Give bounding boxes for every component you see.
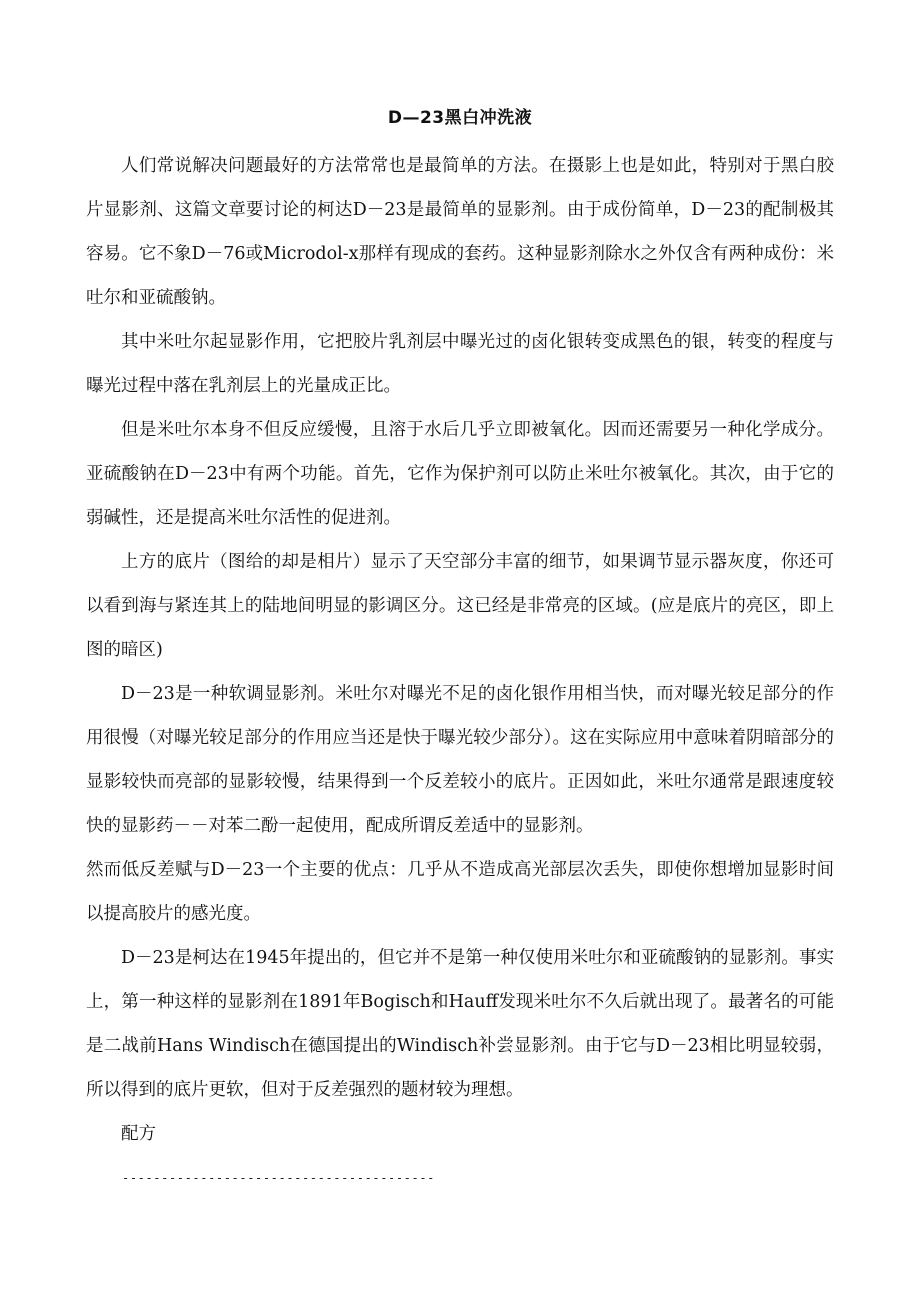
paragraph-intro: 人们常说解决问题最好的方法常常也是最简单的方法。在摄影上也是如此，特别对于黑白胶片显影剂、这篇文章要讨论的柯达D－23是最简单的显影剂。由于成份简单，D－23的配制极其容易。它不象D－76或Microdol-x那样有现成的套药。这种显影剂除水之外仅含有两种成份：米吐尔和亚硫酸钠。	[86, 156, 834, 308]
paragraph-negative-detail: 上方的底片（图给的却是相片）显示了天空部分丰富的细节，如果调节显示器灰度，你还可以看到海与紧连其上的陆地间明显的影调区分。这已经是非常亮的区域。(应是底片的亮区，即上图的暗区)	[86, 552, 834, 660]
paragraph-sulfite-role: 但是米吐尔本身不但反应缓慢，且溶于水后几乎立即被氧化。因而还需要另一种化学成分。亚硫酸钠在D－23中有两个功能。首先，它作为保护剂可以防止米吐尔被氧化。其次，由于它的弱碱性，还是提高米吐尔活性的促进剂。	[86, 420, 834, 528]
document-body	[86, 144, 834, 1156]
paragraph-soft-developer: D－23是一种软调显影剂。米吐尔对曝光不足的卤化银作用相当快，而对曝光较足部分的作用很慢（对曝光较足部分的作用应当还是快于曝光较少部分）。这在实际应用中意味着阴暗部分的显影较快而亮部的显影较慢，结果得到一个反差较小的底片。正因如此，米吐尔通常是跟速度较快的显影药－－对苯二酚一起使用，配成所谓反差适中的显影剂。	[86, 684, 834, 836]
paragraph-formula-heading: 配方	[121, 1124, 156, 1144]
paragraph-history: D－23是柯达在1945年提出的，但它并不是第一种仅使用米吐尔和亚硫酸钠的显影剂。事实上，第一种这样的显影剂在1891年Bogisch和Hauff发现米吐尔不久后就出现了。最著名的可能是二战前Hans Windisch在德国提出的Windisch补尝显影剂。由于它与D－23相比明显较弱，所以得到的底片更软，但对于反差强烈的题材较为理想。	[86, 948, 834, 1100]
paragraph-metol-role: 其中米吐尔起显影作用，它把胶片乳剂层中曝光过的卤化银转变成黑色的银，转变的程度与曝光过程中落在乳剂层上的光量成正比。	[86, 332, 834, 396]
document-title: D—23黑白冲洗液	[387, 108, 533, 128]
dashed-rule: ----------------------------------------	[122, 1171, 435, 1185]
paragraph-low-contrast: 然而低反差赋与D－23一个主要的优点：几乎从不造成高光部层次丢失，即使你想增加显影时间以提高胶片的感光度。	[86, 860, 834, 924]
